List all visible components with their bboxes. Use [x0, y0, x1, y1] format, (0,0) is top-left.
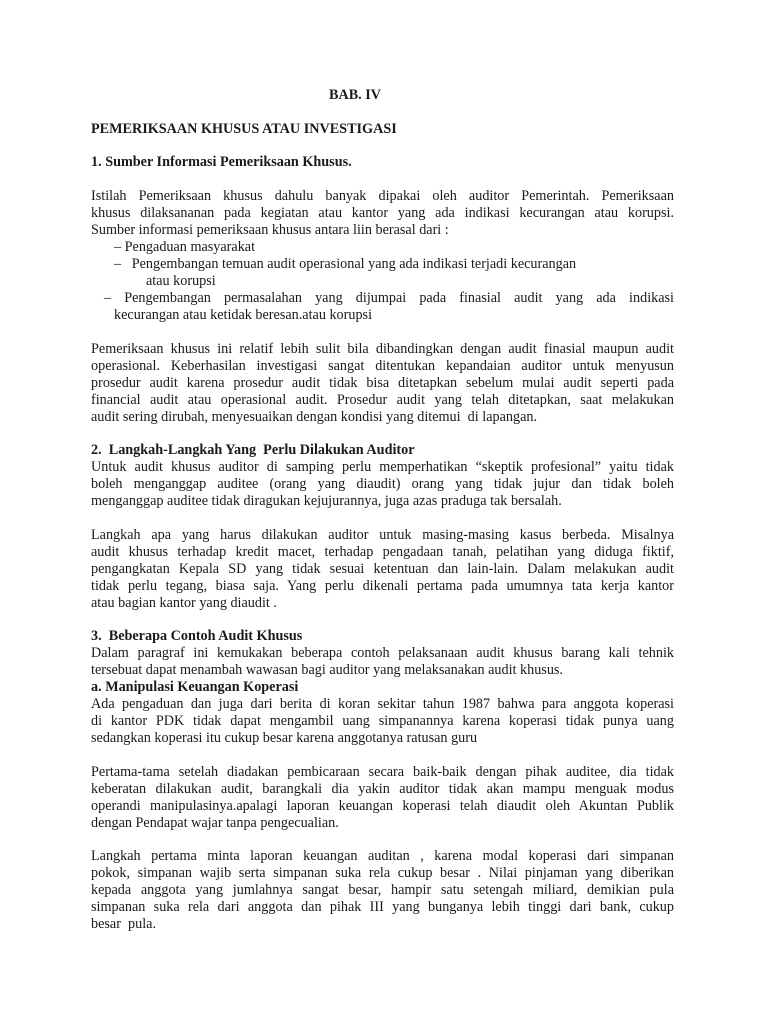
paragraph-line: simpanan suka rela dari anggota dan pihak III yang bunganya lebih tinggi dari bank, cukup	[91, 899, 674, 915]
section-heading: 1. Sumber Informasi Pemeriksaan Khusus.	[91, 154, 352, 170]
paragraph-line: dengan Pendapat wajar tanpa pengecualian.	[91, 815, 339, 831]
paragraph-line: financial audit atau operasional audit. Prosedur audit yang telah ditetapkan, saat melakukan	[91, 392, 674, 408]
bullet-item: – Pengaduan masyarakat	[114, 239, 256, 255]
paragraph-line: besar pula.	[91, 916, 157, 932]
bullet-item: – Pengembangan permasalahan yang dijumpai pada finasial audit yang ada indikasi	[104, 290, 674, 306]
paragraph-line: menganggap auditee tidak diragukan kejujurannya, juga azas praduga tak bersalah.	[91, 493, 562, 509]
paragraph-line: keberatan dilakukan audit, barangkali dia yakin auditor tidak akan mampu menguak modus	[91, 781, 674, 797]
paragraph-line: prosedur audit karena prosedur audit tidak bisa ditetapkan sebelum mulai audit seperti pada	[91, 375, 674, 391]
bullet-item: kecurangan atau ketidak beresan.atau korupsi	[114, 307, 373, 323]
document-title: PEMERIKSAAN KHUSUS ATAU INVESTIGASI	[91, 121, 397, 137]
chapter-heading: BAB. IV	[329, 87, 382, 103]
paragraph-line: pengangkatan Kepala SD yang tidak sesuai ketentuan dan lain-lain. Dalam melakukan audit	[91, 561, 674, 577]
paragraph-line: audit khusus terhadap kredit macet, terhadap pengadaan tanah, pelatihan yang diduga fiktif,	[91, 544, 674, 560]
paragraph-line: atau bagian kantor yang diaudit .	[91, 595, 277, 611]
paragraph-line: operasional. Keberhasilan investigasi sangat ditentukan kepandaian auditor untuk menyusun	[91, 358, 674, 374]
paragraph-line: tidak perlu tegang, biasa saja. Yang perlu dikenali pertama pada umumnya tata kerja kantor	[91, 578, 674, 594]
paragraph-line: operandi manipulasinya.apalagi laporan keuangan koperasi telah diaudit oleh Akuntan Publik	[91, 798, 674, 814]
bullet-item: atau korupsi	[146, 273, 216, 289]
section-heading: 3. Beberapa Contoh Audit Khusus	[91, 628, 303, 644]
paragraph-line: kepada anggota yang jumlahnya sangat besar, hampir satu setengah miliard, demikian pula	[91, 882, 674, 898]
paragraph-line: Pemeriksaan khusus ini relatif lebih sulit bila dibandingkan dengan audit finasial maupun audit	[91, 341, 674, 357]
paragraph-line: Ada pengaduan dan juga dari berita di koran sekitar tahun 1987 bahwa para anggota koperasi	[91, 696, 674, 712]
paragraph-line: pokok, simpanan wajib serta simpanan suka rela cukup besar . Nilai pinjaman yang diberikan	[91, 865, 674, 881]
paragraph-line: Langkah apa yang harus dilakukan auditor untuk masing-masing kasus berbeda. Misalnya	[91, 527, 674, 543]
paragraph-line: audit sering dirubah, menyesuaikan dengan kondisi yang ditemui di lapangan.	[91, 409, 538, 425]
paragraph-line: Untuk audit khusus auditor di samping perlu memperhatikan “skeptik profesional” yaitu tidak	[91, 459, 674, 475]
paragraph-line: Langkah pertama minta laporan keuangan auditan , karena modal koperasi dari simpanan	[91, 848, 674, 864]
paragraph-line: di kantor PDK tidak dapat mengambil uang simpanannya karena koperasi tidak punya uang	[91, 713, 674, 729]
paragraph-line: sedangkan koperasi itu cukup besar karena anggotanya ratusan guru	[91, 730, 478, 746]
bullet-item: – Pengembangan temuan audit operasional yang ada indikasi terjadi kecurangan	[114, 256, 577, 272]
paragraph-line: tersebuat dapat menambah wawasan bagi auditor yang melaksanakan audit khusus.	[91, 662, 563, 678]
paragraph-line: khusus dilaksananan pada kegiatan atau kantor yang ada indikasi kecurangan atau korupsi.	[91, 205, 674, 221]
paragraph-line: Dalam paragraf ini kemukakan beberapa contoh pelaksanaan audit khusus barang kali tehnik	[91, 645, 674, 661]
section-heading: 2. Langkah-Langkah Yang Perlu Dilakukan Auditor	[91, 442, 415, 458]
subsection-heading: a. Manipulasi Keuangan Koperasi	[91, 679, 299, 695]
paragraph-line: Istilah Pemeriksaan khusus dahulu banyak dipakai oleh auditor Pemerintah. Pemeriksaan	[91, 188, 674, 204]
paragraph-line: Pertama-tama setelah diadakan pembicaraan secara baik-baik dengan pihak auditee, dia tidak	[91, 764, 674, 780]
paragraph-line: boleh menganggap auditee (orang yang diaudit) orang yang tidak jujur dan tidak boleh	[91, 476, 674, 492]
paragraph-line: Sumber informasi pemeriksaan khusus antara liin berasal dari :	[91, 222, 449, 238]
